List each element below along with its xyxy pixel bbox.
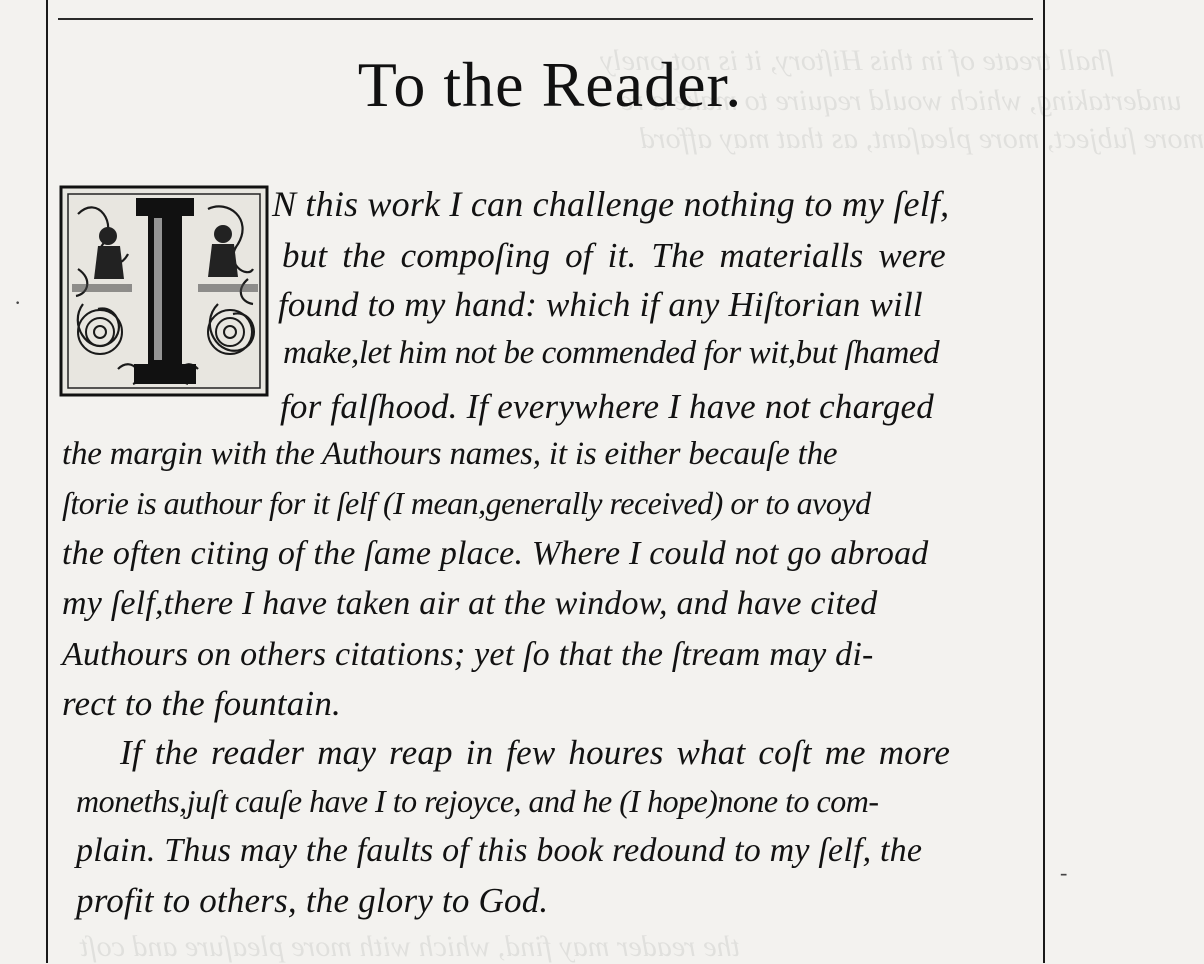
left-border-line — [46, 0, 48, 963]
text-line: N this work I can challenge nothing to my ſelf, — [272, 184, 950, 224]
text-line: found to my hand: which if any Hiſtorian will — [278, 285, 923, 324]
text-line: If the reader may reap in few houres what coſt me more — [120, 733, 951, 772]
margin-mark: · — [14, 290, 22, 315]
show-through-text: undertaking, which would require to make a re — [620, 84, 1182, 117]
show-through-text: the reader may find, which with more pleaſure and coſt — [80, 930, 740, 963]
text-line: but the compoſing of it. The materialls were — [282, 236, 946, 275]
ornamental-initial — [58, 184, 270, 398]
page-title: To the Reader. — [357, 49, 743, 120]
text-line: ſtorie is authour for it ſelf (I mean,generally received) or to avoyd — [62, 485, 871, 521]
text-line: make,let him not be commended for wit,but ſhamed — [283, 335, 940, 371]
text-line: moneths,juſt cauſe have I to rejoyce, and he (I hope)none to com- — [76, 783, 879, 819]
margin-mark: - — [1060, 860, 1068, 885]
right-border-line — [1043, 0, 1045, 963]
text-line: for falſhood. If everywhere I have not charged — [280, 387, 934, 426]
text-line: plain. Thus may the faults of this book redound to my ſelf, the — [76, 832, 923, 869]
text-line: my ſelf,there I have taken air at the window, and have cited — [62, 585, 878, 622]
text-line: the margin with the Authours names, it is either becauſe the — [62, 436, 838, 472]
text-line: Authours on others citations; yet ſo that the ſtream may di- — [62, 636, 874, 673]
text-line: the often citing of the ſame place. Where I could not go abroad — [62, 535, 929, 572]
text-line: profit to others, the glory to God. — [76, 881, 549, 920]
top-rule — [58, 18, 1033, 20]
text-line: rect to the fountain. — [62, 684, 341, 723]
show-through-text: ſhall treate of in this Hiſtory, it is not onely — [600, 44, 1114, 77]
show-through-text: more ſubject, more pleaſant, as that may afford — [640, 122, 1204, 155]
